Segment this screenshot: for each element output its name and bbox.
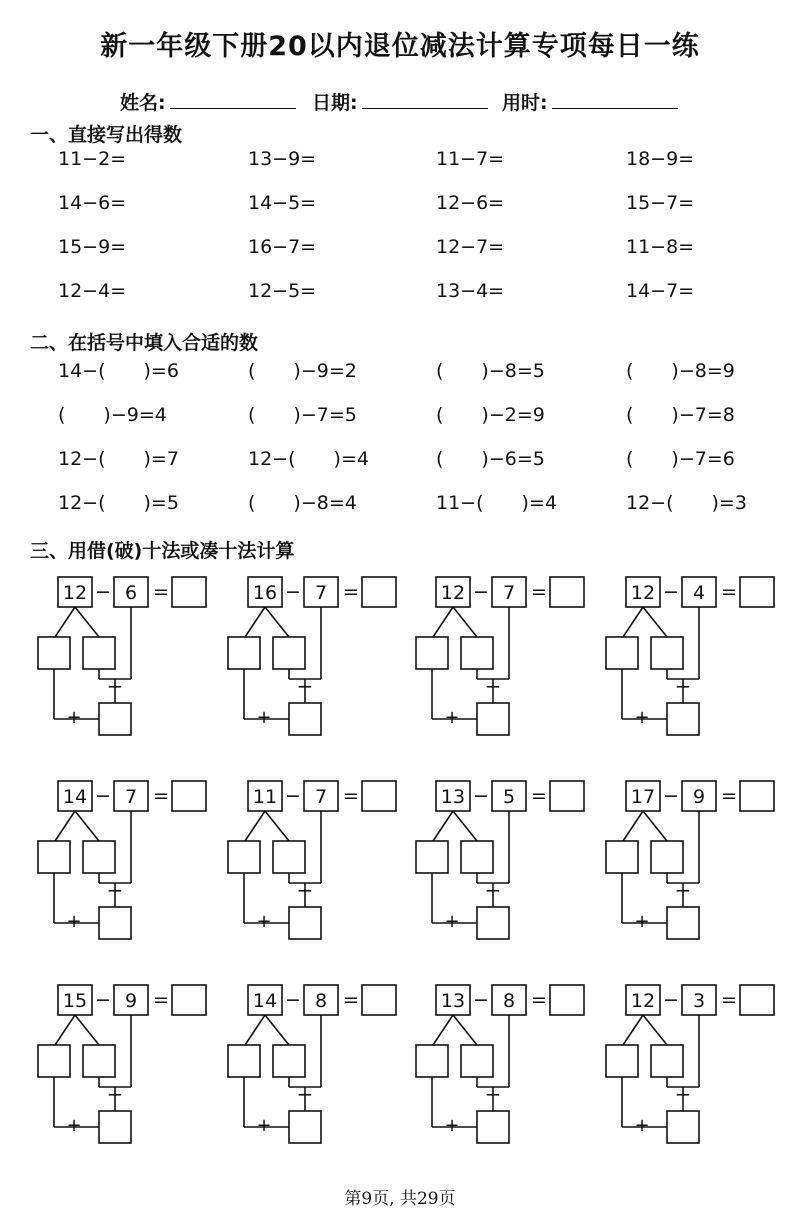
split-box-left[interactable] — [38, 637, 70, 669]
minus-sign: − — [106, 878, 124, 902]
minus-sign: − — [663, 581, 679, 603]
section2-problem[interactable]: 14−( )=6 — [58, 360, 179, 382]
section1-problem[interactable]: 14−6= — [58, 192, 127, 214]
split-box-right[interactable] — [273, 841, 305, 873]
minuend-text: 12 — [630, 990, 656, 1012]
branch-line — [623, 811, 643, 841]
equals-sign: = — [531, 989, 547, 1011]
answer-box[interactable] — [550, 985, 584, 1015]
minuend-text: 12 — [62, 582, 88, 604]
equals-sign: = — [153, 785, 169, 807]
section3-heading: 三、用借(破)十法或凑十法计算 — [30, 540, 295, 562]
result-box[interactable] — [99, 703, 131, 735]
plus-sign: + — [444, 707, 460, 728]
minus-sign: − — [106, 1082, 124, 1106]
time-label: 用时: — [502, 92, 548, 114]
split-box-left[interactable] — [416, 841, 448, 873]
result-box[interactable] — [289, 703, 321, 735]
branch-line — [245, 811, 265, 841]
section2-problem[interactable]: ( )−7=8 — [626, 404, 735, 426]
subtrahend-text: 7 — [124, 786, 138, 808]
subtrahend-text: 7 — [502, 582, 516, 604]
split-box-left[interactable] — [416, 637, 448, 669]
branch-line — [453, 607, 477, 637]
equals-sign: = — [721, 785, 737, 807]
section1-problem[interactable]: 13−9= — [248, 148, 317, 170]
minuend-text: 17 — [630, 786, 656, 808]
split-box-right[interactable] — [461, 637, 493, 669]
plus-sign: + — [634, 911, 650, 932]
equals-sign: = — [153, 581, 169, 603]
minus-sign: − — [473, 989, 489, 1011]
equals-sign: = — [531, 785, 547, 807]
minus-sign: − — [674, 674, 692, 698]
minus-sign: − — [484, 1082, 502, 1106]
minus-sign: − — [296, 878, 314, 902]
section2-heading: 二、在括号中填入合适的数 — [30, 332, 259, 354]
plus-sign: + — [634, 1115, 650, 1136]
subtrahend-text: 8 — [502, 990, 516, 1012]
branch-line — [245, 1015, 265, 1045]
subtrahend-text: 8 — [314, 990, 328, 1012]
section1-problem[interactable]: 18−9= — [626, 148, 695, 170]
answer-box[interactable] — [740, 781, 774, 811]
plus-sign: + — [256, 911, 272, 932]
equals-sign: = — [721, 581, 737, 603]
split-box-right[interactable] — [651, 637, 683, 669]
subtrahend-text: 5 — [502, 786, 516, 808]
result-box[interactable] — [289, 1111, 321, 1143]
answer-box[interactable] — [550, 577, 584, 607]
plus-sign: + — [256, 1115, 272, 1136]
minus-sign: − — [473, 785, 489, 807]
name-label: 姓名: — [120, 92, 166, 114]
result-box[interactable] — [667, 1111, 699, 1143]
section1-problem[interactable]: 11−7= — [436, 148, 505, 170]
section1-problem[interactable]: 16−7= — [248, 236, 317, 258]
branch-line — [433, 811, 453, 841]
branch-line — [453, 811, 477, 841]
branch-line — [75, 607, 99, 637]
split-box-left[interactable] — [38, 1045, 70, 1077]
equals-sign: = — [343, 989, 359, 1011]
equals-sign: = — [721, 989, 737, 1011]
split-box-left[interactable] — [606, 637, 638, 669]
minus-sign: − — [473, 581, 489, 603]
section1-problem[interactable]: 15−7= — [626, 192, 695, 214]
plus-sign: + — [444, 1115, 460, 1136]
minus-sign: − — [663, 989, 679, 1011]
answer-box[interactable] — [172, 781, 206, 811]
plus-sign: + — [256, 707, 272, 728]
minuend-text: 12 — [630, 582, 656, 604]
minus-sign: − — [296, 674, 314, 698]
date-label: 日期: — [312, 92, 358, 114]
split-box-left[interactable] — [38, 841, 70, 873]
section1-problem[interactable]: 14−5= — [248, 192, 317, 214]
minus-sign: − — [106, 674, 124, 698]
minus-sign: − — [296, 1082, 314, 1106]
page-footer: 第9页, 共29页 — [344, 1189, 456, 1209]
result-box[interactable] — [99, 907, 131, 939]
branch-line — [75, 1015, 99, 1045]
section2-problem[interactable]: ( )−8=5 — [436, 360, 545, 382]
plus-sign: + — [444, 911, 460, 932]
minus-sign: − — [663, 785, 679, 807]
result-box[interactable] — [667, 703, 699, 735]
result-box[interactable] — [477, 907, 509, 939]
answer-box[interactable] — [362, 577, 396, 607]
plus-sign: + — [66, 1115, 82, 1136]
minuend-text: 13 — [440, 786, 466, 808]
equals-sign: = — [153, 989, 169, 1011]
answer-box[interactable] — [362, 985, 396, 1015]
minuend-text: 13 — [440, 990, 466, 1012]
section1-problem[interactable]: 13−4= — [436, 280, 505, 302]
plus-sign: + — [66, 911, 82, 932]
section2-problem[interactable]: 12−( )=5 — [58, 492, 179, 514]
branch-line — [55, 811, 75, 841]
minuend-text: 16 — [252, 582, 278, 604]
section2-problem[interactable]: ( )−2=9 — [436, 404, 545, 426]
section1-problem[interactable]: 14−7= — [626, 280, 695, 302]
split-box-left[interactable] — [228, 841, 260, 873]
branch-line — [265, 1015, 289, 1045]
minus-sign: − — [285, 581, 301, 603]
result-box[interactable] — [667, 907, 699, 939]
minuend-text: 14 — [252, 990, 278, 1012]
minuend-text: 11 — [252, 786, 278, 808]
section2-problem[interactable]: ( )−8=9 — [626, 360, 735, 382]
subtrahend-text: 7 — [314, 786, 328, 808]
split-box-right[interactable] — [461, 1045, 493, 1077]
section1-problem[interactable]: 12−5= — [248, 280, 317, 302]
split-box-left[interactable] — [228, 637, 260, 669]
section2-problem[interactable]: ( )−8=4 — [248, 492, 357, 514]
split-box-right[interactable] — [83, 1045, 115, 1077]
branch-line — [75, 811, 99, 841]
minus-sign: − — [95, 581, 111, 603]
section1-problem[interactable]: 12−6= — [436, 192, 505, 214]
answer-box[interactable] — [172, 985, 206, 1015]
branch-line — [265, 811, 289, 841]
answer-box[interactable] — [362, 781, 396, 811]
minus-sign: − — [95, 785, 111, 807]
section1-problem[interactable]: 12−7= — [436, 236, 505, 258]
split-box-left[interactable] — [416, 1045, 448, 1077]
section1-problem[interactable]: 15−9= — [58, 236, 127, 258]
section2-problem[interactable]: 12−( )=3 — [626, 492, 747, 514]
section2-problem[interactable]: ( )−7=6 — [626, 448, 735, 470]
answer-box[interactable] — [550, 781, 584, 811]
section2-problem[interactable]: 12−( )=7 — [58, 448, 179, 470]
minus-sign: − — [484, 674, 502, 698]
plus-sign: + — [66, 707, 82, 728]
branch-line — [623, 1015, 643, 1045]
section2-problem[interactable]: ( )−9=2 — [248, 360, 357, 382]
section1-problem[interactable]: 12−4= — [58, 280, 127, 302]
branch-line — [623, 607, 643, 637]
split-box-right[interactable] — [461, 841, 493, 873]
answer-box[interactable] — [740, 985, 774, 1015]
section2-problem[interactable]: 12−( )=4 — [248, 448, 369, 470]
minus-sign: − — [674, 1082, 692, 1106]
branch-line — [55, 1015, 75, 1045]
split-box-right[interactable] — [83, 841, 115, 873]
branch-line — [643, 607, 667, 637]
subtrahend-text: 4 — [692, 582, 706, 604]
branch-line — [453, 1015, 477, 1045]
minuend-text: 14 — [62, 786, 88, 808]
minus-sign: − — [285, 785, 301, 807]
result-box[interactable] — [477, 703, 509, 735]
subtrahend-text: 7 — [314, 582, 328, 604]
minuend-text: 12 — [440, 582, 466, 604]
page-title: 新一年级下册20以内退位减法计算专项每日一练 — [100, 31, 700, 62]
answer-box[interactable] — [740, 577, 774, 607]
plus-sign: + — [634, 707, 650, 728]
section2-problem[interactable]: ( )−6=5 — [436, 448, 545, 470]
minus-sign: − — [95, 989, 111, 1011]
branch-line — [643, 811, 667, 841]
branch-line — [643, 1015, 667, 1045]
result-box[interactable] — [99, 1111, 131, 1143]
subtrahend-text: 3 — [692, 990, 706, 1012]
branch-line — [265, 607, 289, 637]
split-box-right[interactable] — [651, 1045, 683, 1077]
branch-line — [55, 607, 75, 637]
split-box-right[interactable] — [273, 637, 305, 669]
split-box-right[interactable] — [273, 1045, 305, 1077]
branch-line — [433, 1015, 453, 1045]
section1-problem[interactable]: 11−2= — [58, 148, 127, 170]
subtrahend-text: 9 — [692, 786, 706, 808]
split-box-left[interactable] — [228, 1045, 260, 1077]
equals-sign: = — [343, 581, 359, 603]
minus-sign: − — [674, 878, 692, 902]
split-box-left[interactable] — [606, 1045, 638, 1077]
equals-sign: = — [531, 581, 547, 603]
branch-line — [245, 607, 265, 637]
section1-heading: 一、直接写出得数 — [30, 124, 183, 146]
result-box[interactable] — [477, 1111, 509, 1143]
section2-problem[interactable]: ( )−7=5 — [248, 404, 357, 426]
result-box[interactable] — [289, 907, 321, 939]
subtrahend-text: 6 — [124, 582, 138, 604]
subtrahend-text: 9 — [124, 990, 138, 1012]
equals-sign: = — [343, 785, 359, 807]
section1-problem[interactable]: 11−8= — [626, 236, 695, 258]
minus-sign: − — [484, 878, 502, 902]
split-box-left[interactable] — [606, 841, 638, 873]
answer-box[interactable] — [172, 577, 206, 607]
section2-problem[interactable]: 11−( )=4 — [436, 492, 557, 514]
split-box-right[interactable] — [83, 637, 115, 669]
split-box-right[interactable] — [651, 841, 683, 873]
branch-line — [433, 607, 453, 637]
minuend-text: 15 — [62, 990, 88, 1012]
minus-sign: − — [285, 989, 301, 1011]
section2-problem[interactable]: ( )−9=4 — [58, 404, 167, 426]
